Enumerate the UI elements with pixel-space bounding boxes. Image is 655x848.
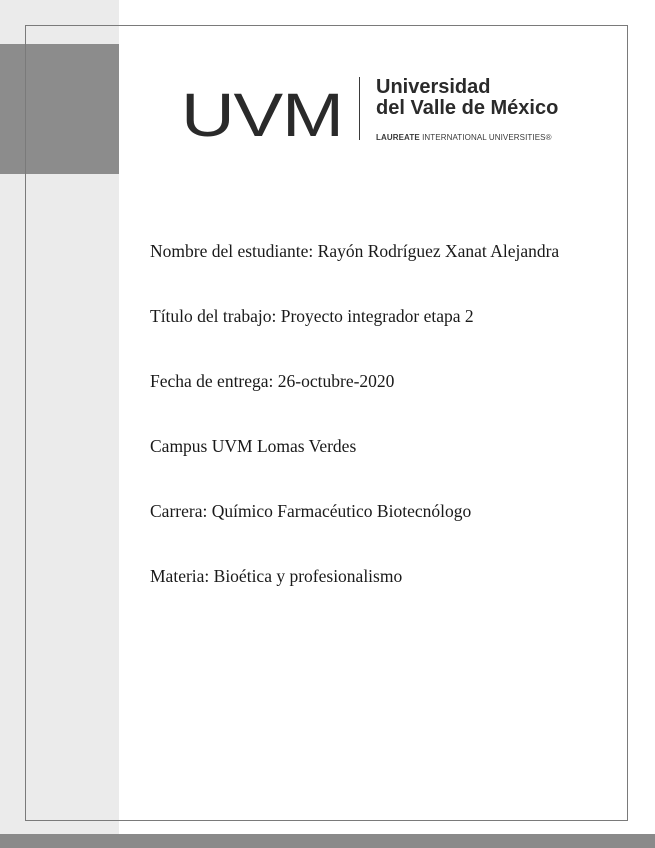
university-name-line1: Universidad: [376, 76, 491, 98]
subject: Materia: Bioética y profesionalismo: [150, 566, 403, 586]
uvm-logo: [181, 76, 591, 149]
footer-band: [0, 834, 655, 848]
tagline-rest: INTERNATIONAL UNIVERSITIES®: [419, 133, 552, 142]
work-title: Título del trabajo: Proyecto integrador etapa 2: [150, 306, 474, 326]
logo-tagline: [376, 133, 552, 143]
career: Carrera: Químico Farmacéutico Biotecnólogo: [150, 501, 472, 521]
university-name-line2: del Valle de México: [376, 97, 559, 119]
student-name: Nombre del estudiante: Rayón Rodríguez Xanat Alejandra: [150, 241, 560, 261]
tagline-bold: LAUREATE: [376, 133, 420, 142]
cover-info-list: [150, 240, 559, 630]
delivery-date: Fecha de entrega: 26-octubre-2020: [150, 371, 395, 391]
logo-mark: UVM: [181, 81, 343, 149]
university-name: [376, 77, 558, 119]
campus: Campus UVM Lomas Verdes: [150, 436, 357, 456]
logo-divider: [359, 77, 360, 140]
